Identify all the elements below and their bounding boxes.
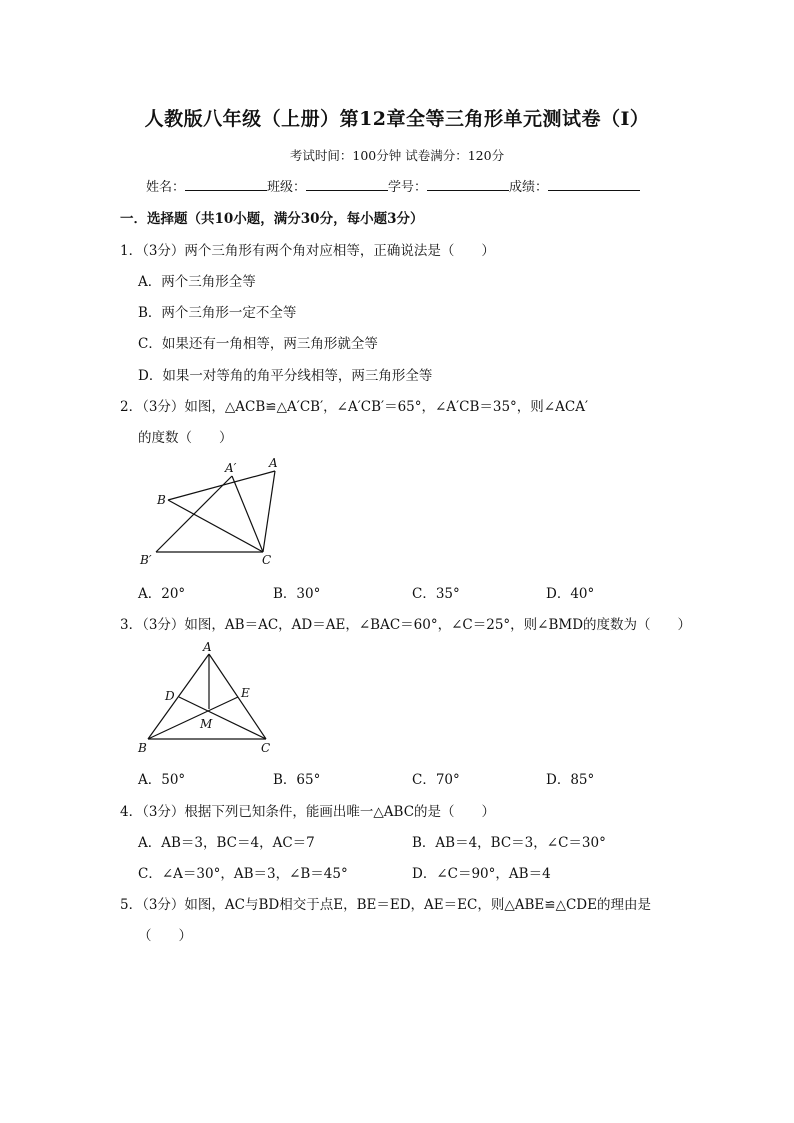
label-b: B — [138, 741, 147, 755]
page-title: 人教版八年级（上册）第12章全等三角形单元测试卷（Ⅰ） — [144, 108, 650, 130]
label-d: D — [165, 689, 175, 703]
label-c: C — [261, 741, 271, 755]
exam-info: 考试时间：100分钟 试卷满分：120分 — [289, 148, 505, 163]
class-field[interactable] — [306, 176, 388, 191]
question-2-option-a: A．20° — [138, 586, 186, 602]
label-c: C — [262, 553, 272, 567]
label-b: B — [157, 493, 166, 507]
question-2-figure — [130, 452, 300, 572]
score-label: 成绩： — [509, 180, 549, 195]
segment-AC — [263, 471, 275, 552]
class-label: 班级： — [267, 180, 307, 195]
question-3-option-d: D．85° — [546, 772, 595, 788]
question-2-stem-cont: 的度数（ ） — [138, 430, 233, 446]
question-1-option-d: D．如果一对等角的角平分线相等，两三角形全等 — [138, 368, 433, 384]
segment-BA — [168, 471, 275, 500]
name-field[interactable] — [185, 176, 267, 191]
question-1-stem: 1．（3分）两个三角形有两个角对应相等，正确说法是（ ） — [120, 243, 495, 259]
question-4-stem: 4．（3分）根据下列已知条件，能画出唯一△ABC的是（ ） — [120, 804, 496, 820]
question-1-option-b: B．两个三角形一定不全等 — [138, 305, 297, 321]
segment-A1C — [232, 476, 263, 552]
question-4-option-b: B．AB＝4，BC＝3，∠C＝30° — [412, 835, 606, 851]
question-3-option-a: A．50° — [138, 772, 186, 788]
question-2-stem: 2．（3分）如图，△ACB≌△A′CB′，∠A′CB′＝65°，∠A′CB＝35°，则∠ACA′ — [120, 399, 589, 415]
question-4-option-a: A．AB＝3，BC＝4，AC＝7 — [138, 835, 315, 851]
segment-B1A1 — [156, 476, 232, 552]
label-a: A — [203, 640, 212, 654]
student-info-row — [146, 176, 640, 195]
question-3-option-b: B．65° — [273, 772, 321, 788]
question-2-option-d: D．40° — [546, 586, 595, 602]
label-m: M — [200, 717, 213, 731]
question-3-stem: 3．（3分）如图，AB＝AC，AD＝AE，∠BAC＝60°，∠C＝25°，则∠BMD的度数为（ ） — [120, 617, 692, 633]
label-a: A — [269, 456, 278, 470]
segment-AC — [209, 654, 266, 739]
question-5-stem-cont: （ ） — [138, 928, 192, 944]
name-label: 姓名： — [146, 180, 186, 195]
id-field[interactable] — [427, 176, 509, 191]
question-1-option-a: A．两个三角形全等 — [138, 274, 256, 290]
question-2-option-c: C．35° — [412, 586, 460, 602]
score-field[interactable] — [548, 176, 640, 191]
question-1-option-c: C．如果还有一角相等，两三角形就全等 — [138, 336, 378, 352]
label-e: E — [241, 686, 250, 700]
label-a-prime: A′ — [225, 461, 237, 475]
label-b-prime: B′ — [140, 553, 152, 567]
id-label: 学号： — [388, 180, 428, 195]
question-4-option-c: C．∠A＝30°，AB＝3，∠B＝45° — [138, 866, 348, 882]
question-4-option-d: D．∠C＝90°，AB＝4 — [412, 866, 551, 882]
section-heading: 一．选择题（共10小题，满分30分，每小题3分） — [120, 211, 424, 227]
question-2-option-b: B．30° — [273, 586, 321, 602]
question-5-stem: 5．（3分）如图，AC与BD相交于点E，BE＝ED，AE＝EC，则△ABE≌△CDE的理由是 — [120, 897, 651, 913]
question-3-option-c: C．70° — [412, 772, 460, 788]
question-3-figure — [130, 638, 290, 763]
